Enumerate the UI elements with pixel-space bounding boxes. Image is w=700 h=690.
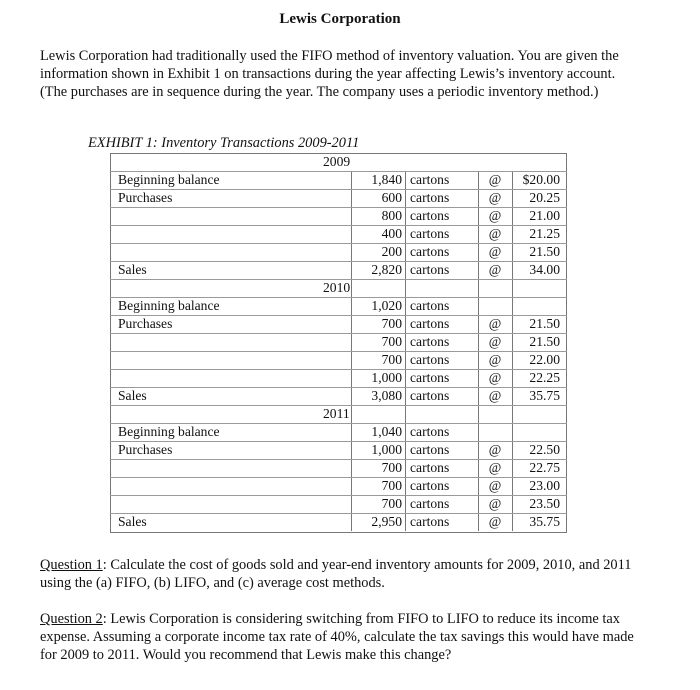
unit-price: 23.50: [529, 496, 560, 511]
quantity: 2,820: [371, 262, 402, 277]
table-row: [110, 423, 567, 441]
unit: cartons: [410, 496, 450, 511]
unit-price: 21.50: [529, 334, 560, 349]
unit-price: 22.25: [529, 370, 560, 385]
unit-price: 21.50: [529, 316, 560, 331]
question-text: : Lewis Corporation is considering switching from FIFO to LIFO to reduce its income tax expense. Assuming a corporate income tax rate of 40%, calculate the tax savings this would have made for 2009 to 2011. Would you recommend that Lewis make this change?: [40, 611, 634, 663]
table-row: [110, 225, 567, 243]
quantity: 1,840: [371, 172, 402, 187]
table-row: [110, 369, 567, 387]
question-label: Question 2: [40, 611, 103, 627]
unit-price: 21.50: [529, 244, 560, 259]
at-symbol: @: [488, 190, 502, 205]
unit: cartons: [410, 424, 450, 439]
quantity: 1,020: [371, 298, 402, 313]
row-label: Sales: [118, 262, 147, 277]
at-symbol: @: [488, 172, 502, 187]
row-divider: [110, 369, 567, 370]
year-header: 2011: [323, 406, 350, 421]
table-row: [110, 261, 567, 279]
at-symbol: @: [488, 388, 502, 403]
unit: cartons: [410, 190, 450, 205]
at-symbol: @: [488, 352, 502, 367]
unit: cartons: [410, 370, 450, 385]
quantity: 700: [381, 316, 402, 331]
quantity: 400: [381, 226, 402, 241]
question-1: [40, 556, 640, 592]
table-row: [110, 171, 567, 189]
unit-price: 22.00: [529, 352, 560, 367]
at-symbol: @: [488, 460, 502, 475]
unit-price: 34.00: [529, 262, 560, 277]
row-divider: [110, 387, 567, 388]
unit-price: 35.75: [529, 388, 560, 403]
unit: cartons: [410, 262, 450, 277]
at-symbol: @: [488, 226, 502, 241]
row-label: Beginning balance: [118, 298, 220, 313]
table-row: [110, 243, 567, 261]
quantity: 1,000: [371, 370, 402, 385]
quantity: 700: [381, 334, 402, 349]
quantity: 800: [381, 208, 402, 223]
row-divider: [110, 441, 567, 442]
quantity: 2,950: [371, 514, 402, 529]
quantity: 700: [381, 478, 402, 493]
inventory-table: [110, 153, 567, 533]
unit-price: 20.25: [529, 190, 560, 205]
row-divider: [110, 333, 567, 334]
question-label: Question 1: [40, 557, 103, 573]
row-label: Beginning balance: [118, 424, 220, 439]
row-divider: [110, 459, 567, 460]
row-divider: [110, 261, 567, 262]
at-symbol: @: [488, 208, 502, 223]
table-row: [110, 441, 567, 459]
table-row: [110, 207, 567, 225]
at-symbol: @: [488, 478, 502, 493]
row-label: Sales: [118, 388, 147, 403]
unit: cartons: [410, 172, 450, 187]
at-symbol: @: [488, 244, 502, 259]
unit: cartons: [410, 334, 450, 349]
unit: cartons: [410, 244, 450, 259]
unit-price: 21.00: [529, 208, 560, 223]
at-symbol: @: [488, 316, 502, 331]
quantity: 700: [381, 460, 402, 475]
unit: cartons: [410, 316, 450, 331]
exhibit-title: EXHIBIT 1: Inventory Transactions 2009-2011: [88, 135, 360, 151]
unit: cartons: [410, 388, 450, 403]
unit-price: 22.75: [529, 460, 560, 475]
table-row: [110, 459, 567, 477]
year-header: 2010: [323, 280, 351, 295]
row-label: Sales: [118, 514, 147, 529]
unit: cartons: [410, 460, 450, 475]
row-divider: [110, 513, 567, 514]
row-divider: [110, 351, 567, 352]
row-divider: [110, 297, 567, 298]
quantity: 200: [381, 244, 402, 259]
unit: cartons: [410, 514, 450, 529]
table-row: [110, 513, 567, 531]
row-divider: [110, 225, 567, 226]
unit: cartons: [410, 208, 450, 223]
quantity: 1,040: [371, 424, 402, 439]
table-row: [110, 477, 567, 495]
row-label: Purchases: [118, 190, 173, 205]
question-2: [40, 610, 640, 664]
row-divider: [110, 477, 567, 478]
unit-price: $20.00: [522, 172, 560, 187]
table-row: [110, 495, 567, 513]
year-header: 2009: [323, 154, 351, 169]
intro-paragraph: Lewis Corporation had traditionally used the FIFO method of inventory valuation. You are given the information shown in Exhibit 1 on transactions during the year affecting Lewis’s inventory account. (The purchases are in sequence during the year. The company uses a periodic inventory method.): [40, 48, 619, 100]
unit: cartons: [410, 478, 450, 493]
unit-price: 23.00: [529, 478, 560, 493]
row-divider: [110, 315, 567, 316]
at-symbol: @: [488, 514, 502, 529]
quantity: 700: [381, 352, 402, 367]
unit: cartons: [410, 226, 450, 241]
table-row: [110, 297, 567, 315]
at-symbol: @: [488, 334, 502, 349]
row-label: Purchases: [118, 316, 173, 331]
quantity: 700: [381, 496, 402, 511]
row-divider: [110, 207, 567, 208]
table-row: [110, 333, 567, 351]
at-symbol: @: [488, 496, 502, 511]
unit: cartons: [410, 442, 450, 457]
row-label: Beginning balance: [118, 172, 220, 187]
unit-price: 35.75: [529, 514, 560, 529]
row-divider: [110, 171, 567, 172]
table-row: [110, 315, 567, 333]
table-row: [110, 351, 567, 369]
document-title: Lewis Corporation: [279, 11, 401, 27]
row-divider: [110, 423, 567, 424]
table-row: [110, 387, 567, 405]
at-symbol: @: [488, 370, 502, 385]
unit: cartons: [410, 352, 450, 367]
row-label: Purchases: [118, 442, 173, 457]
quantity: 3,080: [371, 388, 402, 403]
at-symbol: @: [488, 442, 502, 457]
question-text: : Calculate the cost of goods sold and year-end inventory amounts for 2009, 2010, and 2011 using the (a) FIFO, (b) LIFO, and (c) average cost methods.: [40, 557, 632, 591]
row-divider: [110, 189, 567, 190]
at-symbol: @: [488, 262, 502, 277]
unit-price: 21.25: [529, 226, 560, 241]
row-divider: [110, 243, 567, 244]
quantity: 600: [381, 190, 402, 205]
unit-price: 22.50: [529, 442, 560, 457]
row-divider: [110, 495, 567, 496]
quantity: 1,000: [371, 442, 402, 457]
table-row: [110, 189, 567, 207]
unit: cartons: [410, 298, 450, 313]
